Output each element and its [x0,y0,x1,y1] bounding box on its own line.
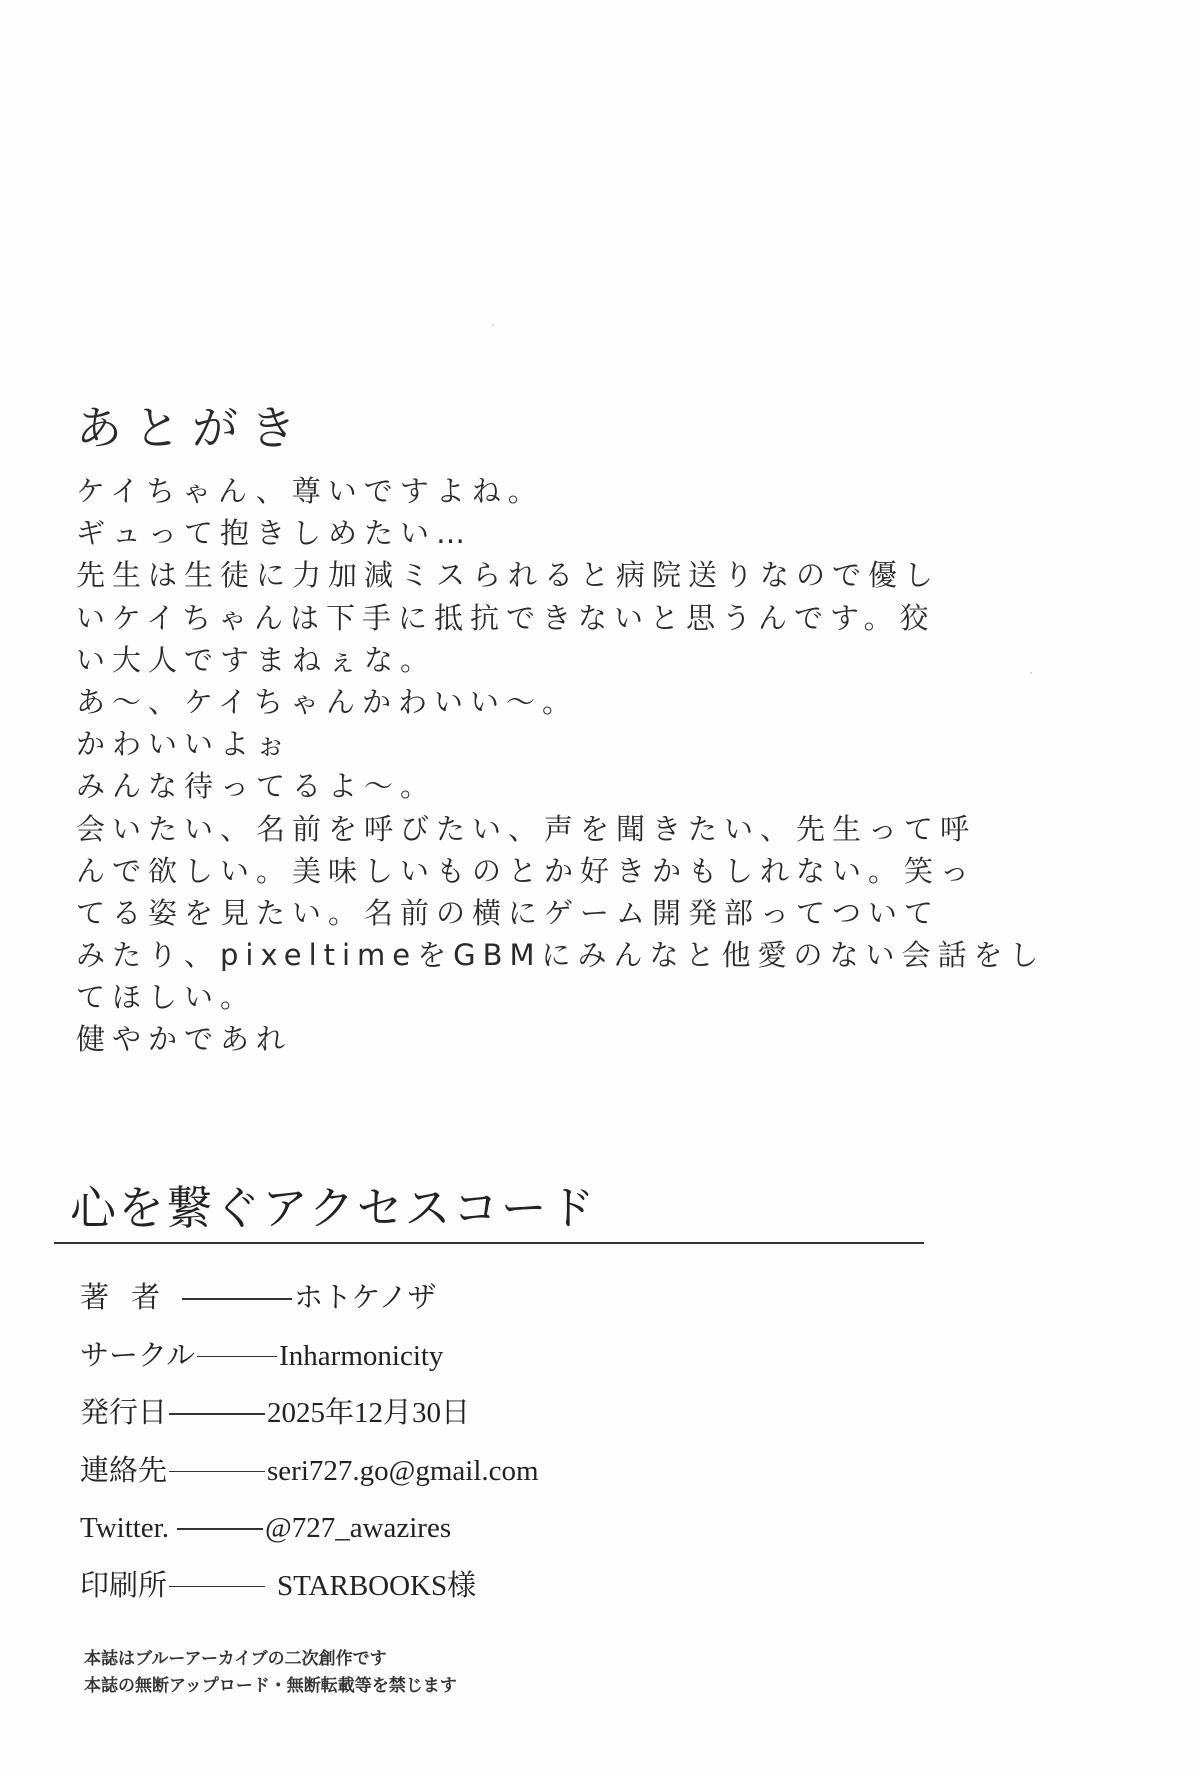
leader-line [197,1356,277,1358]
afterword-line: い大人ですまねぇな。 [76,642,437,677]
afterword-line: あ～、ケイちゃんかわいい～。 [76,684,578,719]
twitter-label: Twitter. [80,1512,169,1545]
colophon-row-printer [80,1566,539,1624]
afterword-line: みたり、pixeltimeをGBMにみんなと他愛のない会話をし [76,938,1046,973]
legal-notes [84,1646,457,1700]
colophon-row-twitter [80,1508,539,1566]
circle-value: Inharmonicity [279,1339,444,1372]
title-divider [54,1242,924,1244]
leader-line [169,1471,265,1473]
twitter-value: @727_awazires [264,1512,452,1545]
contact-label: 連絡先 [80,1454,168,1487]
afterword-line: んで欲しい。美味しいものとか好きかもしれない。笑っ [76,853,977,888]
afterword-line: いケイちゃんは下手に抵抗できないと思うんです。狡 [76,600,936,635]
colophon-row-contact [80,1451,539,1509]
printer-value: STARBOOKS様 [277,1569,477,1602]
afterword-line: 先生は生徒に力加減ミスられると病院送りなので優し [76,558,941,593]
note-line: 本誌の無断アップロード・無断転載等を禁じます [84,1676,457,1696]
paper-speck [492,324,494,326]
contact-value: seri727.go@gmail.com [267,1454,539,1487]
colophon-row-author [80,1278,539,1336]
afterword-line: 会いたい、名前を呼びたい、声を聞きたい、先生って呼 [76,811,977,846]
afterword-line: てる姿を見たい。名前の横にゲーム開発部ってついて [76,895,941,930]
afterword-line: てほしい。 [76,980,257,1015]
author-value: ホトケノザ [294,1282,437,1314]
printer-label: 印刷所 [80,1569,168,1602]
leader-line [169,1413,265,1415]
colophon-row-date [80,1393,539,1451]
afterword-heading: あとがき [76,401,308,455]
leader-line [182,1298,292,1300]
afterword-line: 健やかであれ [76,1022,293,1057]
book-title: 心を繋ぐアクセスコード [70,1181,597,1235]
author-label: 著者 [80,1282,183,1314]
afterword-line: かわいいよぉ [76,727,293,762]
leader-line [169,1586,265,1588]
afterword-line: ケイちゃん、尊いですよね。 [76,474,544,508]
colophon-row-circle [80,1336,539,1394]
paper-speck [1030,672,1032,674]
leader-line [177,1528,263,1530]
afterword-line: みんな待ってるよ～。 [76,769,437,804]
circle-label: サークル [80,1339,196,1372]
date-label: 発行日 [80,1397,168,1430]
date-value: 2025年12月30日 [267,1397,471,1430]
afterword-body [76,470,1046,1061]
afterword-line: ギュって抱きしめたい… [76,516,473,551]
colophon-list [80,1278,539,1624]
note-line: 本誌はブルーアーカイブの二次創作です [84,1649,387,1669]
